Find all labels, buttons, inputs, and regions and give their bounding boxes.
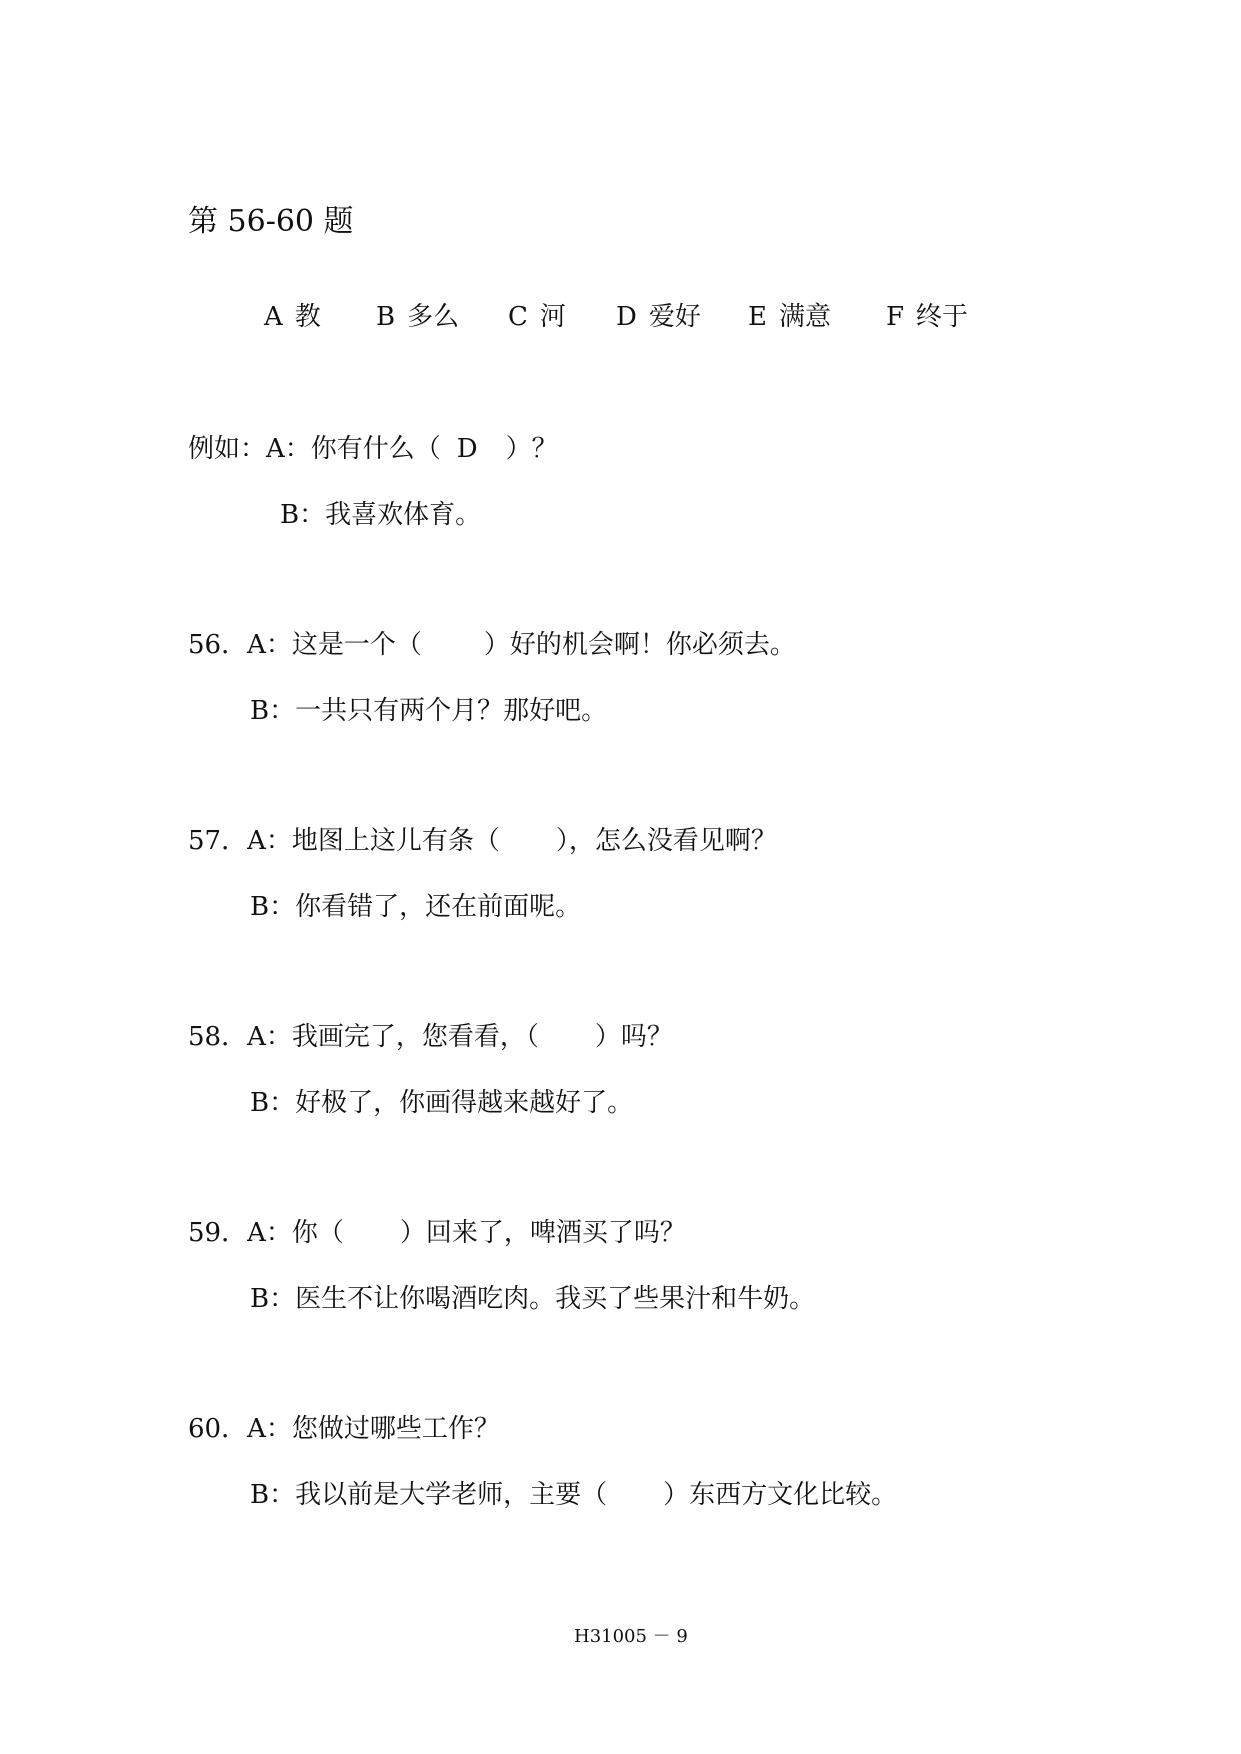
example-line-b: B：我喜欢体育。 [280,500,482,530]
example-answer: D [456,434,478,464]
question-a-suffix: ），怎么没看见啊？ [555,826,777,856]
option-f [886,296,968,333]
option-letter: B [376,302,396,332]
example-label: 例如： [188,434,267,464]
question-58-a [188,1016,673,1053]
option-word: 教 [294,302,321,332]
section-title: 第 56-60 题 [188,204,354,239]
option-letter: D [616,302,637,332]
option-letter: E [748,302,767,332]
question-56-b: B：一共只有两个月？那好吧。 [250,696,608,726]
option-word: 河 [539,302,566,332]
question-60-b [250,1474,897,1511]
option-word: 爱好 [648,302,701,332]
question-a-prefix: A：这是一个（ [247,630,422,660]
question-number: 56． [188,630,248,660]
question-a-prefix: A：地图上这儿有条（ [247,826,500,856]
question-b-prefix: B：我以前是大学老师，主要（ [250,1480,608,1510]
question-a-prefix: A：我画完了，您看看，（ [247,1022,539,1052]
question-59-b: B：医生不让你喝酒吃肉。我买了些果汁和牛奶。 [250,1284,816,1314]
option-word: 多么 [407,302,460,332]
option-c [508,296,566,333]
question-58-b: B：好极了，你画得越来越好了。 [250,1088,634,1118]
option-letter: F [886,302,905,332]
question-number: 57． [188,826,248,856]
question-a-suffix: ）好的机会啊！你必须去。 [483,630,796,660]
question-number: 60． [188,1414,248,1444]
option-d [616,296,701,333]
question-number: 59． [188,1218,248,1248]
option-a [264,296,321,333]
question-59-a [188,1212,686,1249]
question-57-b: B：你看错了，还在前面呢。 [250,892,582,922]
question-b-suffix: ）东西方文化比较。 [663,1480,898,1510]
example-line-a [188,428,558,465]
page-footer: H31005 － 9 [574,1626,688,1647]
question-57-a [188,820,777,857]
option-word: 满意 [778,302,831,332]
question-a-suffix: ）吗？ [594,1022,673,1052]
option-b [376,296,459,333]
question-number: 58． [188,1022,248,1052]
question-60-a [188,1408,500,1445]
option-word: 终于 [916,302,969,332]
question-a-text: A：您做过哪些工作？ [247,1414,500,1444]
question-56-a [188,624,796,661]
option-e [748,296,831,333]
example-a-prefix: A：你有什么（ [266,434,441,464]
option-letter: C [508,302,528,332]
question-a-suffix: ）回来了，啤酒买了吗？ [399,1218,686,1248]
question-a-prefix: A：你（ [247,1218,344,1248]
option-letter: A [264,302,283,332]
example-a-suffix: ）？ [505,434,558,464]
